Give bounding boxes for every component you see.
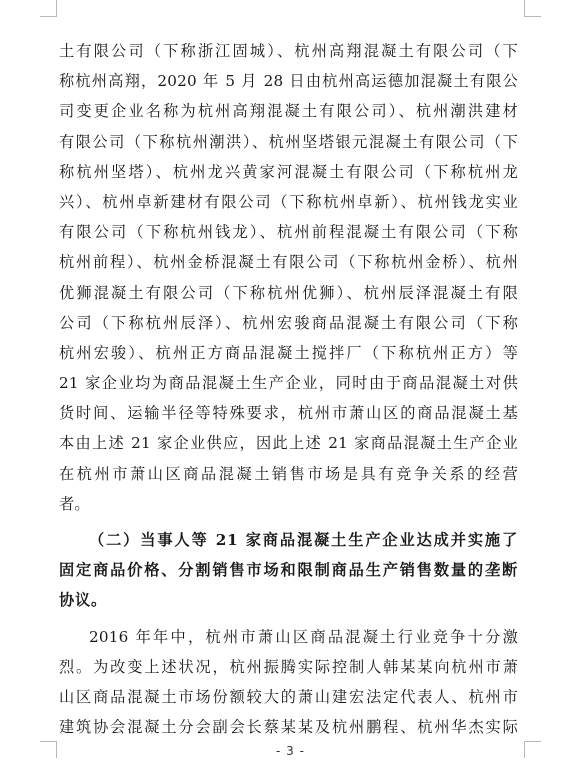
text-line: 兴）、杭州卓新建材有限公司（下称杭州卓新）、杭州钱龙实业 [59,192,518,211]
heading-line: 协议。 [59,591,107,610]
text-line: 司变更企业名称为杭州高翔混凝土有限公司）、杭州潮洪建材 [59,102,518,121]
text-line: 公司（下称杭州辰泽）、杭州宏骏商品混凝土有限公司（下称 [59,313,518,332]
paragraph-background [59,622,518,743]
text-line: 建筑协会混凝土分会副会长蔡某某及杭州鹏程、杭州华杰实际 [59,718,518,737]
text-line: 称杭州高翔，2020 年 5 月 28 日由杭州高运德加混凝土有限公 [59,72,518,91]
text-line: 有限公司（下称杭州钱龙）、杭州前程混凝土有限公司（下称 [59,223,518,242]
document-body [59,36,518,742]
text-line: 在杭州市萧山区商品混凝土销售市场是具有竞争关系的经营 [59,464,518,483]
text-line: 有限公司（下称杭州潮洪）、杭州坚塔银元混凝土有限公司（下 [59,132,518,151]
text-line: 本由上述 21 家企业供应，因此上述 21 家商品混凝土生产企业 [59,434,518,453]
section-heading [59,525,518,616]
heading-line: （二）当事人等 21 家商品混凝土生产企业达成并实施了 [89,531,518,549]
text-line: 21 家企业均为商品混凝土生产企业，同时由于商品混凝土对供 [59,374,518,393]
text-line: 山区商品混凝土市场份额较大的萧山建宏法定代表人、杭州市 [59,687,518,706]
text-line: 称杭州坚塔）、杭州龙兴黄家河混凝土有限公司（下称杭州龙 [59,162,518,181]
heading-line: 固定商品价格、分割销售市场和限制商品生产销售数量的垄断 [59,561,518,580]
text-line: 优狮混凝土有限公司（下称杭州优狮）、杭州辰泽混凝土有限 [59,283,518,302]
text-line: 者。 [59,494,90,513]
text-line: 土有限公司（下称浙江固城）、杭州高翔混凝土有限公司（下 [59,42,518,60]
crop-mark-top-left [40,0,57,17]
text-line: 2016 年年中，杭州市萧山区商品混凝土行业竞争十分激 [89,627,518,646]
crop-mark-top-right [524,0,541,17]
text-line: 货时间、运输半径等特殊要求，杭州市萧山区的商品混凝土基 [59,404,518,423]
paragraph-market-participants [59,36,518,519]
text-line: 烈。为改变上述状况，杭州振腾实际控制人韩某某向杭州市萧 [59,657,518,676]
text-line: 杭州宏骏）、杭州正方商品混凝土搅拌厂（下称杭州正方）等 [59,343,518,362]
text-line: 杭州前程）、杭州金桥混凝土有限公司（下称杭州金桥）、杭州 [59,253,518,272]
page-number: - 3 - [276,744,305,758]
